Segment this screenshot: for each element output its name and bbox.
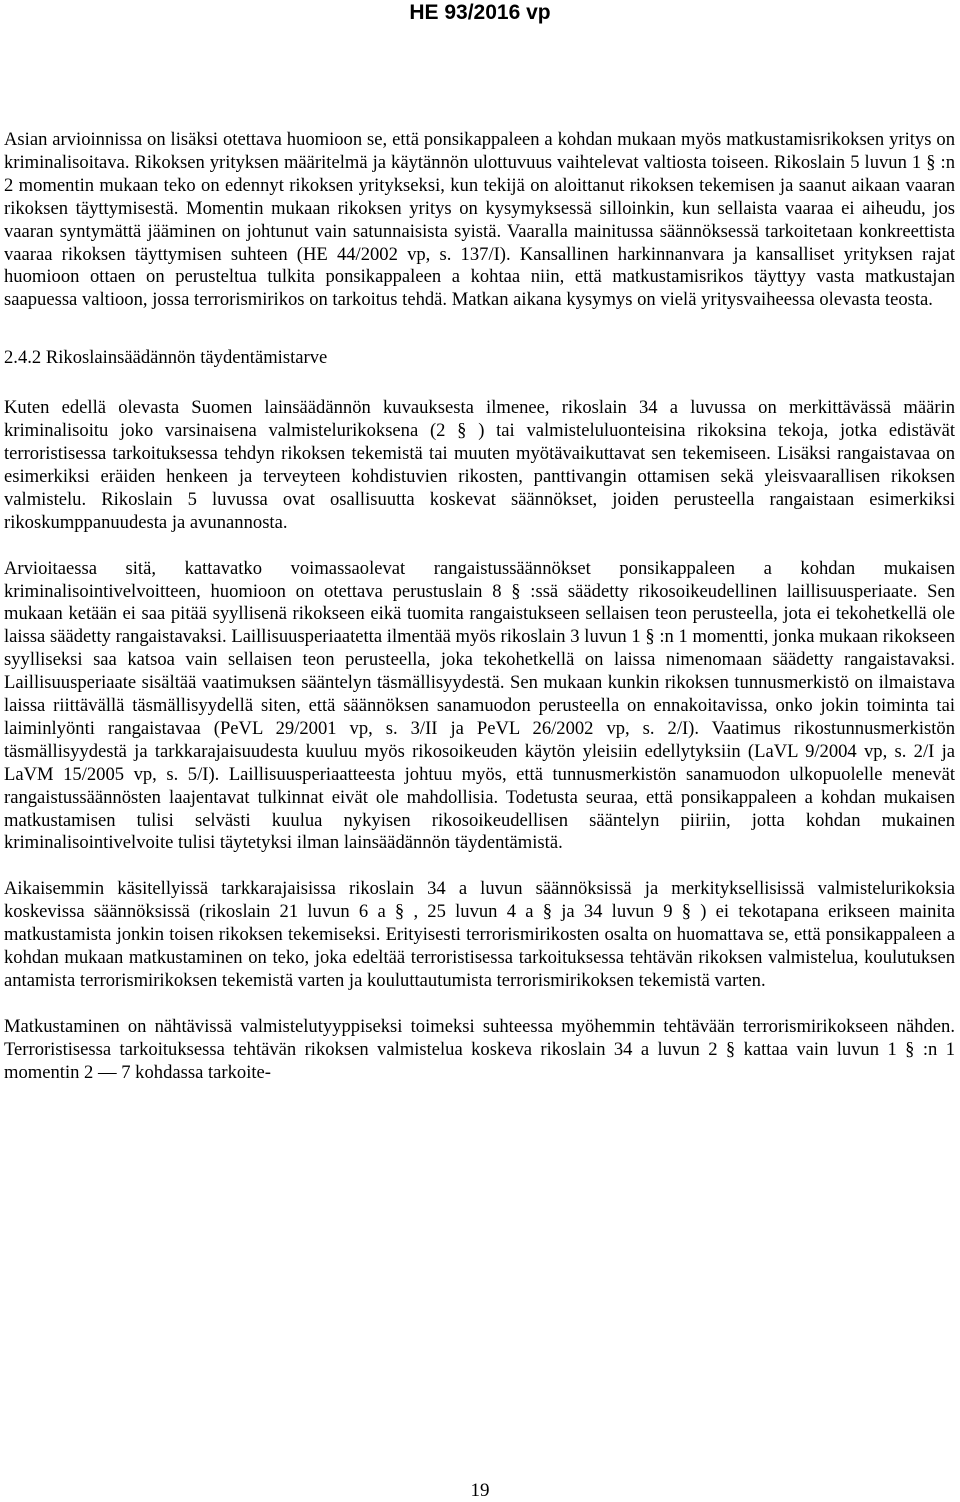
document-body	[4, 129, 955, 1085]
paragraph-finnish-legislation: Kuten edellä olevasta Suomen lainsäädännön kuvauksesta ilmenee, rikoslain 34 a luvussa on merkittävässä määrin kriminalisoitu joko varsinaisena valmistelurikoksena (2 § ) tai valmisteluluonteisina rikoksina tekoja, jotka edistävät terroristisessa tarkoituksessa tehdyn rikoksen tekemistä tai muuten myötävaikuttavat sen tekemiseen. Lisäksi rangaistavaa on esimerkiksi eräiden henkeen ja terveyteen kohdistuvien rikosten, panttivangin ottamisen sekä yleisvaarallisen rikoksen valmistelu. Rikoslain 5 luvussa ovat osallisuutta koskevat säännökset, joiden perusteella rangaistaan esimerkiksi rikoskumppanuudesta ja avunannosta.	[4, 397, 955, 533]
paragraph-travel-preparation: Matkustaminen on nähtävissä valmistelutyyppiseksi toimeksi suhteessa myöhemmin tehtävään terrorismirikokseen nähden. Terroristisessa tarkoituksessa tehtävän rikoksen valmistelua koskeva rikoslain 34 a luvun 2 § kattaa vain luvun 1 § :n 1 momentin 2 — 7 kohdassa tarkoite-	[4, 1015, 955, 1083]
page-number: 19	[470, 1480, 490, 1501]
paragraph-previous-provisions: Aikaisemmin käsitellyissä tarkkarajaisissa rikoslain 34 a luvun säännöksissä ja merkityksellisissä valmistelurikoksia koskevissa säännöksissä (rikoslain 21 luvun 6 a § , 25 luvun 4 a § ja 34 luvun 9 § ) ei tekotapana erikseen mainita matkustamista jonkin toisen rikoksen tekemiseksi. Erityisesti terrorismirikosten osalta on huomattava se, että ponsikappaleen a kohdan mukaan matkustaminen on teko, joka edeltää terroristisessa tarkoituksessa tehtävän rikoksen valmistelua, koulutuksen antamista terrorismirikoksen tekemistä varten ja kouluttautumista terrorismirikoksen tekemistä varten.	[4, 878, 955, 991]
paragraph-attempt-assessment: Asian arvioinnissa on lisäksi otettava huomioon se, että ponsikappaleen a kohdan mukaan myös matkustamisrikoksen yritys on kriminalisoitava. Rikoksen yrityksen määritelmä ja käytännön ulottuvuus vaihtelevat valtiosta toiseen. Rikoslain 5 luvun 1 § :n 2 momentin mukaan teko on edennyt rikoksen yritykseksi, kun tekijä on aloittanut rikoksen tekemisen ja saanut aikaan vaaran rikoksen täyttymisestä. Momentin mukaan rikoksen yritys on kysymyksessä silloinkin, kun sellaista vaaraa ei aiheudu, jos vaaran syntymättä jääminen on johtunut vain satunnaisista syistä. Vaaralla mainitussa säännöksessä tarkoitetaan konkreettista vaaraa rikoksen täyttymisen suhteen (HE 44/2002 vp, s. 137/I). Kansallinen harkinnanvara ja kansalliset yrityksen rajat huomioon ottaen on perusteltua tulkita ponsikappaleen a kohtaa niin, että matkustamisrikos täyttyy vasta matkustajan saapuessa valtioon, jossa terrorismirikos on tarkoitus tehdä. Matkan aikana kysymys on vielä yritysvaiheessa olevasta teosta.	[4, 129, 955, 311]
section-heading: 2.4.2 Rikoslainsäädännön täydentämistarve	[4, 347, 328, 369]
paragraph-legality-principle: Arvioitaessa sitä, kattavatko voimassaolevat rangaistussäännökset ponsikappaleen a kohdan mukaisen kriminalisointivelvoitteen, huomioon on otettava perustuslain 8 § :ssä säädetty rikosoikeudellinen laillisuusperiaate. Sen mukaan ketään ei saa pitää syyllisenä rikokseen eikä tuomita rangaistukseen sellaisen teon perusteella, jota ei tekohetkellä ole laissa säädetty rangaistavaksi. Laillisuusperiaatetta ilmentää myös rikoslain 3 luvun 1 § :n 1 momentti, jonka mukaan rikokseen syylliseksi saa katsoa vain sellaisen teon perusteella, joka tekohetkellä on laissa nimenomaan säädetty rangaistavaksi. Laillisuusperiaate sisältää vaatimuksen sääntelyn täsmällisyydestä. Sen mukaan kunkin rikoksen tunnusmerkistö on ilmaistava laissa riittävällä täsmällisyydellä siten, että säännöksen sanamuodon perusteella on ennakoitavissa, onko jokin toiminta tai laiminlyönti rangaistavaa (PeVL 29/2001 vp, s. 3/II ja PeVL 26/2002 vp, s. 2/I). Vaatimus rikostunnusmerkistön täsmällisyydestä ja tarkkarajaisuudesta kuuluu myös rikosoikeuden käytön yleisiin edellytyksiin (LaVL 9/2004 vp, s. 2/I ja LaVM 15/2005 vp, s. 5/I). Laillisuusperiaatteesta johtuu myös, että tunnusmerkistön sanamuodon ulkopuolelle menevät rangaistussäännösten laajentavat tulkinnat eivät ole mahdollisia. Todetusta seuraa, että ponsikappaleen a kohdan mukaisen matkustamisen tulisi selvästi kuulua nykyisen rikosoikeudellisen sääntelyn piiriin, jotta kohdan mukainen kriminalisointivelvoite tulisi täytetyksi ilman lainsäädännön täydentämistä.	[4, 557, 955, 854]
document-header	[0, 0, 960, 26]
document-title: HE 93/2016 vp	[409, 1, 551, 24]
